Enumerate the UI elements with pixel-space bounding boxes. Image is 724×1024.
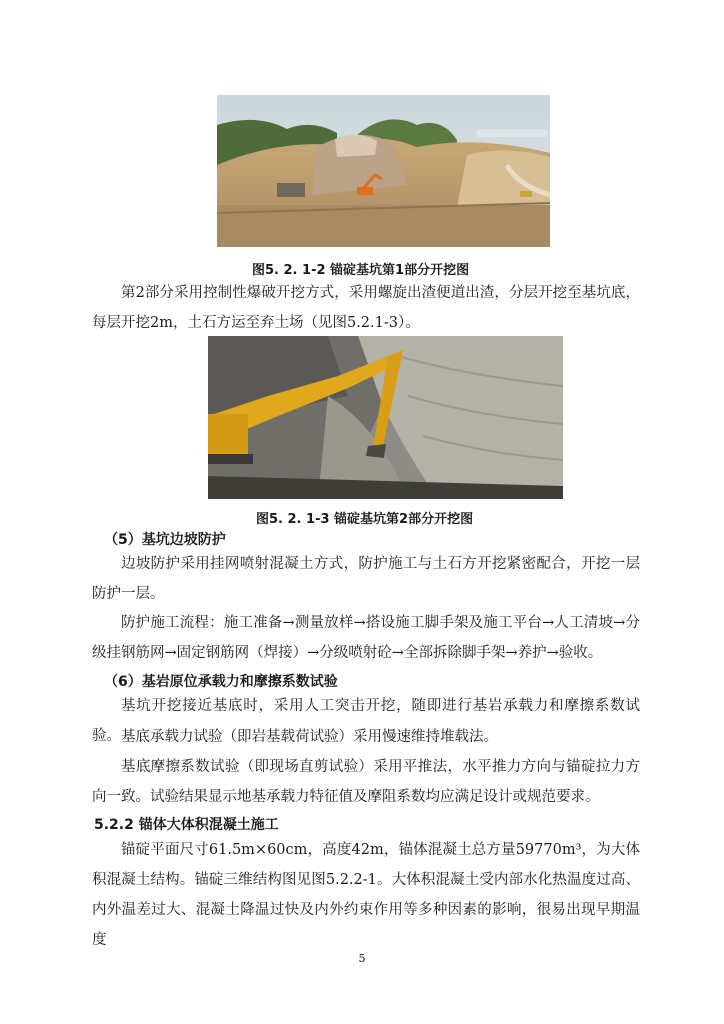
paragraph-protection-process [92,608,640,668]
excavation-photo-part1 [217,95,550,247]
paragraph-text: 基底摩擦系数试验（即现场直剪试验）采用平推法，水平推力方向与锚碇拉力方向一致。试验结果显示地基承载力特征值及摩阻系数均应满足设计或规范要求。 [92,759,640,805]
paragraph-blasting [92,278,640,338]
paragraph-text: 防护施工流程：施工准备→测量放样→搭设施工脚手架及施工平台→人工清坡→分级挂钢筋网→固定钢筋网（焊接）→分级喷射砼→全部拆除脚手架→养护→验收。 [92,615,640,661]
page-number: 5 [358,952,366,965]
figure-caption-2: 图5. 2. 1-3 锚碇基坑第2部分开挖图 [256,512,474,527]
heading-bearing-friction-test: （6）基岩原位承载力和摩擦系数试验 [104,674,338,690]
paragraph-text: 边坡防护采用挂网喷射混凝土方式，防护施工与土石方开挖紧密配合，开挖一层防护一层。 [92,556,640,602]
paragraph-text: 第2部分采用控制性爆破开挖方式，采用螺旋出渣便道出渣，分层开挖至基坑底，每层开挖2m，土石方运至弃土场（见图5.2.1-3）。 [92,285,640,331]
paragraph-mass-concrete [92,835,640,955]
paragraph-text: 基坑开挖接近基底时，采用人工突击开挖，随即进行基岩承载力和摩擦系数试验。 [92,698,640,744]
paragraph-slope-protection [92,549,640,609]
figure-caption-1: 图5. 2. 1-2 锚碇基坑第1部分开挖图 [252,263,470,278]
excavation-photo-part2 [208,336,563,499]
paragraph-text: 锚碇平面尺寸61.5m×60cm，高度42m，锚体混凝土总方量59770m³，为大体积混凝土结构。锚碇三维结构图见图5.2.2-1。大体积混凝土受内部水化热温度过高、内外温差过大、混凝土降温过快及内外约束作用等多种因素的影响，很易出现早期温度 [92,842,640,948]
heading-slope-protection: （5）基坑边坡防护 [104,532,226,548]
paragraph-friction-test [92,752,640,812]
section-heading-mass-concrete: 5.2.2 锚体大体积混凝土施工 [94,817,279,833]
paragraph-text: 基底承载力试验（即岩基载荷试验）采用慢速维持堆载法。 [121,729,498,745]
paragraph-bearing-test [92,722,640,752]
